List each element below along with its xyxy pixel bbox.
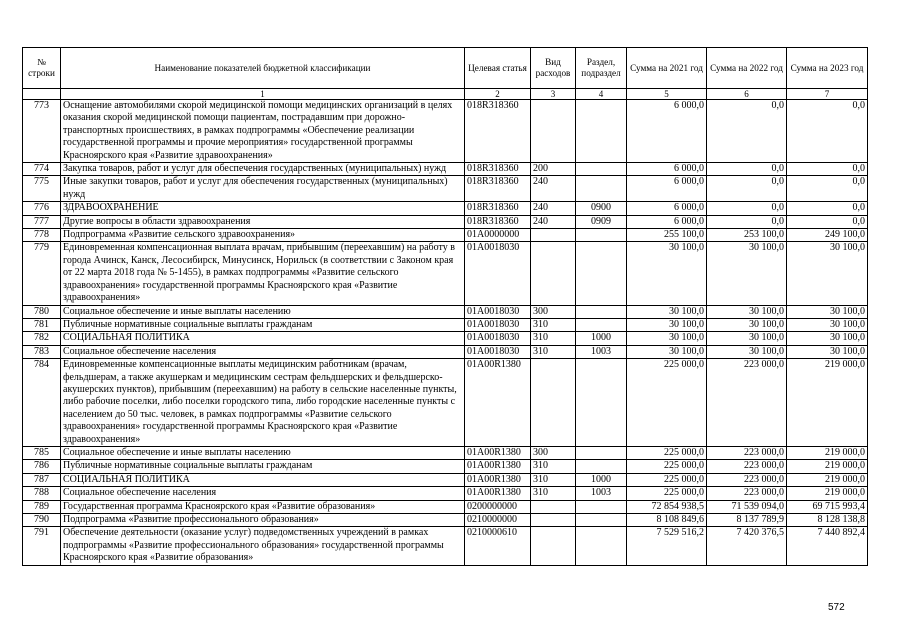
sum-2022-cell: 223 000,0 — [707, 473, 787, 486]
row-number-cell: 775 — [23, 176, 61, 202]
sum-2022-cell: 0,0 — [707, 176, 787, 202]
section-cell — [576, 305, 627, 318]
row-number-cell: 773 — [23, 100, 61, 163]
indicator-name-cell: Социальное обеспечение населения — [61, 345, 465, 358]
sum-2023-cell: 30 100,0 — [787, 242, 868, 305]
target-article-cell: 01А0000000 — [465, 229, 531, 242]
column-number: 6 — [707, 89, 787, 100]
row-number-cell: 783 — [23, 345, 61, 358]
sum-2023-cell: 7 440 892,4 — [787, 527, 868, 565]
header-indicator-name: Наименование показателей бюджетной классификации — [61, 48, 465, 89]
table-body — [23, 100, 868, 566]
section-cell: 1003 — [576, 487, 627, 500]
section-cell: 0909 — [576, 215, 627, 228]
expense-type-cell: 300 — [531, 305, 576, 318]
table-row — [23, 345, 868, 358]
expense-type-cell: 310 — [531, 460, 576, 473]
sum-2021-cell: 30 100,0 — [627, 345, 707, 358]
sum-2021-cell: 225 000,0 — [627, 460, 707, 473]
sum-2022-cell: 223 000,0 — [707, 460, 787, 473]
target-article-cell: 01А00R1380 — [465, 359, 531, 447]
sum-2021-cell: 72 854 938,5 — [627, 500, 707, 513]
column-number: 5 — [627, 89, 707, 100]
sum-2021-cell: 225 000,0 — [627, 487, 707, 500]
table-row — [23, 332, 868, 345]
sum-2021-cell: 225 000,0 — [627, 446, 707, 459]
sum-2022-cell: 30 100,0 — [707, 318, 787, 331]
row-number-cell: 789 — [23, 500, 61, 513]
section-cell — [576, 176, 627, 202]
expense-type-cell — [531, 100, 576, 163]
expense-type-cell: 310 — [531, 487, 576, 500]
sum-2023-cell: 8 128 138,8 — [787, 514, 868, 527]
sum-2023-cell: 0,0 — [787, 163, 868, 176]
sum-2021-cell: 6 000,0 — [627, 176, 707, 202]
expense-type-cell: 300 — [531, 446, 576, 459]
sum-2021-cell: 6 000,0 — [627, 202, 707, 215]
sum-2023-cell: 249 100,0 — [787, 229, 868, 242]
sum-2021-cell: 30 100,0 — [627, 332, 707, 345]
row-number-cell: 781 — [23, 318, 61, 331]
sum-2023-cell: 219 000,0 — [787, 460, 868, 473]
target-article-cell: 01А0018030 — [465, 242, 531, 305]
column-number: 3 — [531, 89, 576, 100]
sum-2022-cell: 0,0 — [707, 163, 787, 176]
table-row — [23, 514, 868, 527]
table-row — [23, 446, 868, 459]
table-row — [23, 527, 868, 565]
indicator-name-cell: Другие вопросы в области здравоохранения — [61, 215, 465, 228]
table-row — [23, 460, 868, 473]
sum-2021-cell: 6 000,0 — [627, 215, 707, 228]
table-row — [23, 202, 868, 215]
expense-type-cell: 310 — [531, 345, 576, 358]
sum-2021-cell: 225 000,0 — [627, 473, 707, 486]
sum-2021-cell: 6 000,0 — [627, 163, 707, 176]
table-row — [23, 318, 868, 331]
target-article-cell: 01А00R1380 — [465, 487, 531, 500]
row-number-cell: 779 — [23, 242, 61, 305]
target-article-cell: 0210000610 — [465, 527, 531, 565]
section-cell: 1000 — [576, 473, 627, 486]
indicator-name-cell: Оснащение автомобилями скорой медицинской помощи медицинских организаций в целях оказания скорой медицинской помощи пациентам, пострадавшим при дорожно-транспортных происшествиях, в рамках подпрограммы «Обеспечение реализации государственной программы и прочие мероприятия» государственной программы Красноярского края «Развитие здравоохранения» — [61, 100, 465, 163]
target-article-cell: 01А0018030 — [465, 332, 531, 345]
target-article-cell: 01А00R1380 — [465, 446, 531, 459]
indicator-name-cell: Подпрограмма «Развитие профессионального образования» — [61, 514, 465, 527]
indicator-name-cell: Публичные нормативные социальные выплаты гражданам — [61, 460, 465, 473]
table-row — [23, 215, 868, 228]
header-expense-type: Вид расходов — [531, 48, 576, 89]
table-row — [23, 473, 868, 486]
sum-2023-cell: 0,0 — [787, 176, 868, 202]
page-number: 572 — [828, 602, 845, 613]
table-row — [23, 229, 868, 242]
row-number-cell: 790 — [23, 514, 61, 527]
sum-2021-cell: 8 108 849,6 — [627, 514, 707, 527]
sum-2021-cell: 30 100,0 — [627, 318, 707, 331]
expense-type-cell: 240 — [531, 202, 576, 215]
expense-type-cell — [531, 242, 576, 305]
sum-2022-cell: 30 100,0 — [707, 332, 787, 345]
section-cell — [576, 100, 627, 163]
row-number-cell: 782 — [23, 332, 61, 345]
sum-2023-cell: 219 000,0 — [787, 473, 868, 486]
sum-2021-cell: 225 000,0 — [627, 359, 707, 447]
section-cell: 1003 — [576, 345, 627, 358]
row-number-cell: 791 — [23, 527, 61, 565]
sum-2022-cell: 30 100,0 — [707, 242, 787, 305]
target-article-cell: 018R318360 — [465, 176, 531, 202]
table-row — [23, 242, 868, 305]
expense-type-cell — [531, 500, 576, 513]
expense-type-cell — [531, 527, 576, 565]
indicator-name-cell: Иные закупки товаров, работ и услуг для обеспечения государственных (муниципальных) нужд — [61, 176, 465, 202]
header-sum-2023: Сумма на 2023 год — [787, 48, 868, 89]
table-row — [23, 487, 868, 500]
sum-2023-cell: 219 000,0 — [787, 487, 868, 500]
indicator-name-cell: Единовременные компенсационные выплаты медицинским работникам (врачам, фельдшерам, а также акушеркам и медицинским сестрам фельдшерских и фельдшерско-акушерских пунктов), прибывшим (переехавшим) на работу в сельские населенные пункты, либо рабочие поселки, либо поселки городского типа, либо городские населенные пункты с населением до 50 тыс. человек, в рамках подпрограммы «Развитие сельского здравоохранения» государственной программы Красноярского края «Развитие здравоохранения» — [61, 359, 465, 447]
row-number-cell: 784 — [23, 359, 61, 447]
row-number-cell: 785 — [23, 446, 61, 459]
sum-2021-cell: 7 529 516,2 — [627, 527, 707, 565]
section-cell — [576, 242, 627, 305]
table-row — [23, 500, 868, 513]
indicator-name-cell: Подпрограмма «Развитие сельского здравоохранения» — [61, 229, 465, 242]
sum-2023-cell: 30 100,0 — [787, 305, 868, 318]
header-target-article: Целевая статья — [465, 48, 531, 89]
indicator-name-cell: Социальное обеспечение и иные выплаты населению — [61, 446, 465, 459]
indicator-name-cell: СОЦИАЛЬНАЯ ПОЛИТИКА — [61, 332, 465, 345]
sum-2021-cell: 6 000,0 — [627, 100, 707, 163]
sum-2022-cell: 71 539 094,0 — [707, 500, 787, 513]
expense-type-cell — [531, 514, 576, 527]
header-row-number: № строки — [23, 48, 61, 89]
row-number-cell: 778 — [23, 229, 61, 242]
table-row — [23, 176, 868, 202]
section-cell — [576, 229, 627, 242]
row-number-cell: 787 — [23, 473, 61, 486]
section-cell — [576, 500, 627, 513]
section-cell: 0900 — [576, 202, 627, 215]
column-number-blank — [23, 89, 61, 100]
sum-2021-cell: 30 100,0 — [627, 305, 707, 318]
indicator-name-cell: Единовременная компенсационная выплата врачам, прибывшим (переехавшим) на работу в города Ачинск, Канск, Лесосибирск, Минусинск, Норильск (в соответствии с Законом края от 22 марта 2018 года № 5-1455), в рамках подпрограммы «Развитие сельского здравоохранения» государственной программы Красноярского края «Развитие здравоохранения» — [61, 242, 465, 305]
table-row — [23, 359, 868, 447]
indicator-name-cell: Обеспечение деятельности (оказание услуг) подведомственных учреждений в рамках подпрограммы «Развитие профессионального образования» государственной программы Красноярского края «Развитие образования» — [61, 527, 465, 565]
target-article-cell: 018R318360 — [465, 215, 531, 228]
sum-2022-cell: 223 000,0 — [707, 446, 787, 459]
target-article-cell: 01А0018030 — [465, 345, 531, 358]
row-number-cell: 777 — [23, 215, 61, 228]
sum-2022-cell: 0,0 — [707, 202, 787, 215]
expense-type-cell: 240 — [531, 176, 576, 202]
target-article-cell: 0200000000 — [465, 500, 531, 513]
sum-2022-cell: 7 420 376,5 — [707, 527, 787, 565]
target-article-cell: 01А00R1380 — [465, 460, 531, 473]
row-number-cell: 786 — [23, 460, 61, 473]
sum-2023-cell: 0,0 — [787, 100, 868, 163]
target-article-cell: 01А00R1380 — [465, 473, 531, 486]
expense-type-cell: 240 — [531, 215, 576, 228]
row-number-cell: 774 — [23, 163, 61, 176]
indicator-name-cell: ЗДРАВООХРАНЕНИЕ — [61, 202, 465, 215]
sum-2022-cell: 30 100,0 — [707, 345, 787, 358]
sum-2022-cell: 8 137 789,9 — [707, 514, 787, 527]
section-cell — [576, 446, 627, 459]
sum-2023-cell: 30 100,0 — [787, 332, 868, 345]
sum-2023-cell: 30 100,0 — [787, 345, 868, 358]
sum-2022-cell: 223 000,0 — [707, 487, 787, 500]
sum-2022-cell: 0,0 — [707, 215, 787, 228]
expense-type-cell: 200 — [531, 163, 576, 176]
section-cell — [576, 527, 627, 565]
column-number: 2 — [465, 89, 531, 100]
target-article-cell: 018R318360 — [465, 202, 531, 215]
sum-2022-cell: 30 100,0 — [707, 305, 787, 318]
sum-2023-cell: 69 715 993,4 — [787, 500, 868, 513]
indicator-name-cell: СОЦИАЛЬНАЯ ПОЛИТИКА — [61, 473, 465, 486]
sum-2023-cell: 219 000,0 — [787, 446, 868, 459]
header-section: Раздел, подраздел — [576, 48, 627, 89]
row-number-cell: 788 — [23, 487, 61, 500]
header-sum-2021: Сумма на 2021 год — [627, 48, 707, 89]
section-cell — [576, 359, 627, 447]
target-article-cell: 01А0018030 — [465, 318, 531, 331]
indicator-name-cell: Закупка товаров, работ и услуг для обеспечения государственных (муниципальных) нужд — [61, 163, 465, 176]
indicator-name-cell: Публичные нормативные социальные выплаты гражданам — [61, 318, 465, 331]
section-cell — [576, 460, 627, 473]
expense-type-cell: 310 — [531, 473, 576, 486]
section-cell — [576, 318, 627, 331]
target-article-cell: 018R318360 — [465, 100, 531, 163]
section-cell: 1000 — [576, 332, 627, 345]
sum-2021-cell: 255 100,0 — [627, 229, 707, 242]
column-number: 4 — [576, 89, 627, 100]
target-article-cell: 018R318360 — [465, 163, 531, 176]
sum-2022-cell: 253 100,0 — [707, 229, 787, 242]
sum-2021-cell: 30 100,0 — [627, 242, 707, 305]
table-row — [23, 163, 868, 176]
target-article-cell: 0210000000 — [465, 514, 531, 527]
header-sum-2022: Сумма на 2022 год — [707, 48, 787, 89]
sum-2023-cell: 0,0 — [787, 215, 868, 228]
column-number: 1 — [61, 89, 465, 100]
section-cell — [576, 514, 627, 527]
section-cell — [576, 163, 627, 176]
expense-type-cell: 310 — [531, 332, 576, 345]
column-number: 7 — [787, 89, 868, 100]
expense-type-cell: 310 — [531, 318, 576, 331]
sum-2022-cell: 0,0 — [707, 100, 787, 163]
sum-2023-cell: 0,0 — [787, 202, 868, 215]
table-row — [23, 305, 868, 318]
row-number-cell: 780 — [23, 305, 61, 318]
sum-2022-cell: 223 000,0 — [707, 359, 787, 447]
column-number-row — [23, 89, 868, 100]
indicator-name-cell: Государственная программа Красноярского края «Развитие образования» — [61, 500, 465, 513]
table-row — [23, 100, 868, 163]
indicator-name-cell: Социальное обеспечение населения — [61, 487, 465, 500]
budget-table — [22, 47, 868, 566]
expense-type-cell — [531, 359, 576, 447]
sum-2023-cell: 30 100,0 — [787, 318, 868, 331]
sum-2023-cell: 219 000,0 — [787, 359, 868, 447]
expense-type-cell — [531, 229, 576, 242]
indicator-name-cell: Социальное обеспечение и иные выплаты населению — [61, 305, 465, 318]
target-article-cell: 01А0018030 — [465, 305, 531, 318]
row-number-cell: 776 — [23, 202, 61, 215]
